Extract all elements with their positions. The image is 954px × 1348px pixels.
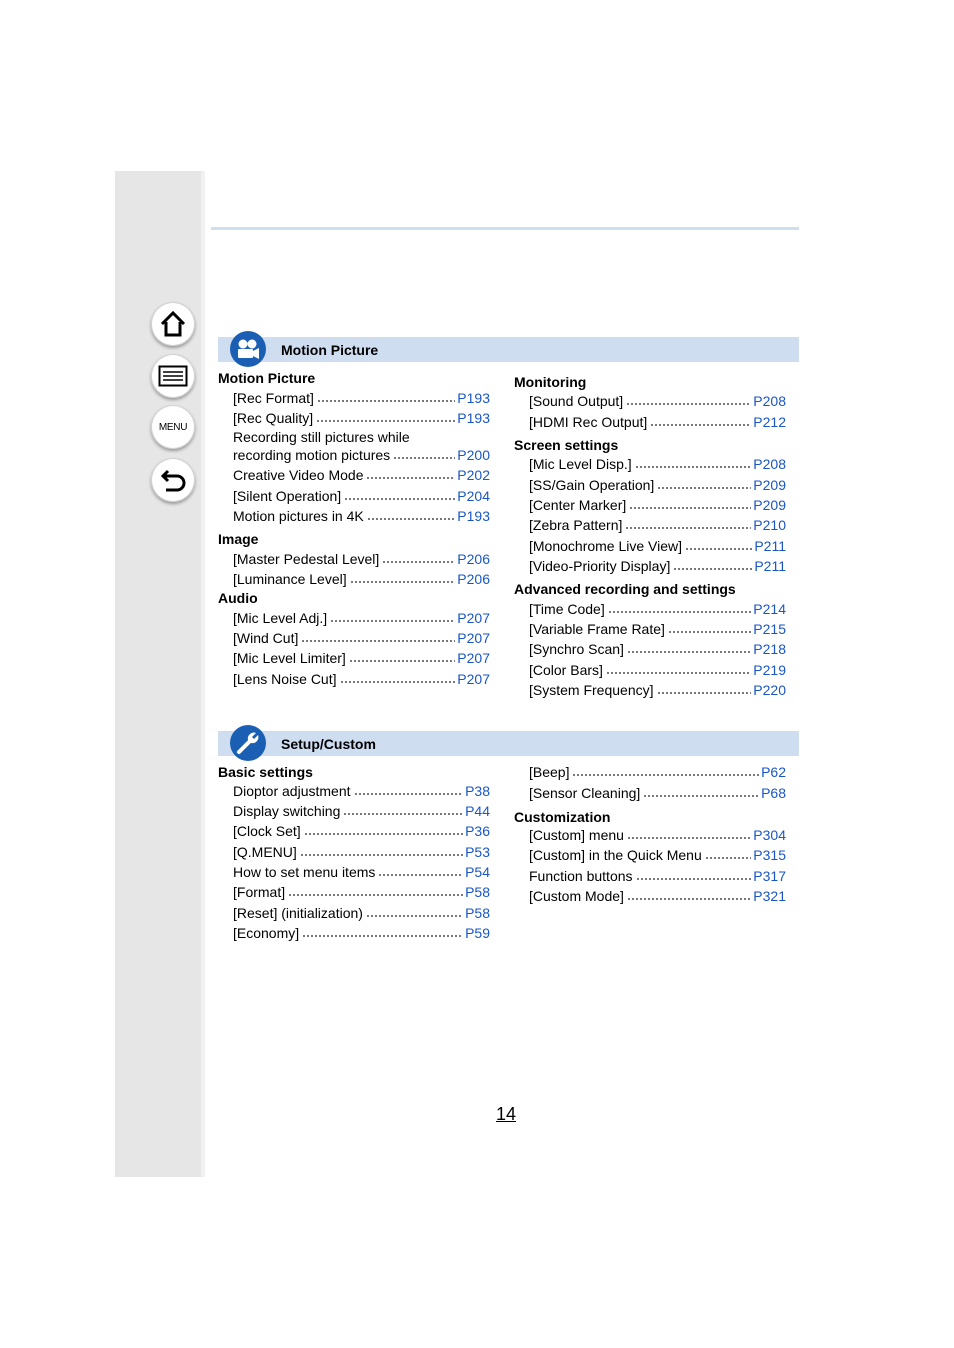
dot-leader (627, 830, 751, 840)
dot-leader (657, 480, 751, 490)
page-link[interactable]: P220 (753, 682, 786, 698)
page-link[interactable]: P317 (753, 868, 786, 884)
home-icon (159, 310, 187, 338)
dot-leader (354, 786, 464, 796)
page-link[interactable]: P38 (465, 783, 490, 799)
page-link[interactable]: P215 (753, 621, 786, 637)
header-rule (211, 227, 799, 230)
dot-leader (301, 633, 455, 643)
toc-entry[interactable] (529, 680, 786, 698)
page-link[interactable]: P208 (753, 393, 786, 409)
page-link[interactable]: P218 (753, 641, 786, 657)
page-link[interactable]: P315 (753, 847, 786, 863)
dot-leader (627, 891, 751, 901)
dot-leader (668, 624, 751, 634)
toc-entry[interactable] (529, 475, 786, 493)
entry-label: [Mic Level Disp.] (529, 456, 632, 472)
entry-label: [SS/Gain Operation] (529, 477, 655, 493)
section-title: Motion Picture (281, 342, 379, 358)
page-link[interactable]: P200 (457, 447, 490, 463)
page-link[interactable]: P54 (465, 864, 490, 880)
toc-entry[interactable] (233, 608, 490, 626)
entry-label: [Variable Frame Rate] (529, 621, 665, 637)
toc-entry[interactable] (529, 515, 786, 533)
list-icon (158, 365, 188, 387)
dot-leader (635, 459, 752, 469)
entry-label: [Format] (233, 884, 286, 900)
entry-label: Function buttons (529, 868, 633, 884)
toc-entry[interactable] (233, 801, 490, 819)
page-link[interactable]: P208 (753, 456, 786, 472)
dot-leader (378, 867, 463, 877)
toc-entry[interactable] (233, 506, 490, 524)
page-link[interactable]: P206 (457, 571, 490, 587)
toc-entry[interactable] (233, 862, 490, 880)
movie-camera-icon (230, 331, 266, 367)
toc-entry[interactable] (529, 556, 786, 574)
toc-entry[interactable] (233, 408, 490, 426)
dot-leader (625, 520, 751, 530)
dot-leader (300, 847, 463, 857)
group-heading: Monitoring (514, 374, 587, 390)
toc-entry[interactable] (233, 486, 490, 504)
toc-entry[interactable] (529, 886, 786, 904)
dot-leader (340, 674, 456, 684)
toc-entry[interactable] (529, 866, 786, 884)
entry-label: [Zebra Pattern] (529, 517, 623, 533)
page-link[interactable]: P53 (465, 844, 490, 860)
page-link[interactable]: P209 (753, 477, 786, 493)
toc-entry[interactable] (233, 648, 490, 666)
toc-entry[interactable] (233, 628, 490, 646)
toc-entry[interactable] (529, 825, 786, 843)
toc-entry[interactable] (529, 762, 786, 780)
dot-leader (393, 450, 455, 460)
entry-label: [Synchro Scan] (529, 641, 624, 657)
page-link[interactable]: P209 (753, 497, 786, 513)
dot-leader (608, 604, 752, 614)
page-link[interactable]: P214 (753, 601, 786, 617)
menu-button[interactable] (151, 405, 195, 449)
page-link[interactable]: P211 (754, 558, 786, 574)
home-button[interactable] (151, 302, 195, 346)
page-link[interactable]: P59 (465, 925, 490, 941)
page-link[interactable]: P202 (457, 467, 490, 483)
toc-entry[interactable] (233, 842, 490, 860)
dot-leader (344, 491, 455, 501)
dot-leader (636, 871, 752, 881)
section-title: Setup/Custom (281, 736, 376, 752)
group-heading: Basic settings (218, 764, 313, 780)
page-link[interactable]: P219 (753, 662, 786, 678)
toc-entry[interactable] (233, 549, 490, 567)
page-link[interactable]: P206 (457, 551, 490, 567)
toc-entry[interactable] (233, 388, 490, 406)
toc-entry[interactable] (529, 536, 786, 554)
entry-label: [Custom] in the Quick Menu (529, 847, 702, 863)
dot-leader (288, 887, 463, 897)
toc-entry[interactable] (233, 821, 490, 839)
toc-entry[interactable] (529, 412, 786, 430)
group-heading: Audio (218, 590, 258, 606)
page-link[interactable]: P44 (465, 803, 490, 819)
dot-leader (606, 665, 751, 675)
group-heading: Advanced recording and settings (514, 581, 736, 597)
dot-leader (626, 396, 751, 406)
entry-label: [Color Bars] (529, 662, 603, 678)
page-link[interactable]: P193 (457, 508, 490, 524)
page-number: 14 (496, 1104, 517, 1124)
entry-label: Dioptor adjustment (233, 783, 351, 799)
toc-entry[interactable] (529, 495, 786, 513)
entry-label: [Time Code] (529, 601, 605, 617)
dot-leader (629, 500, 751, 510)
entry-label: [Sound Output] (529, 393, 624, 409)
section-header-motion-picture (218, 337, 799, 362)
toc-entry[interactable] (233, 569, 490, 587)
entry-label: [Custom Mode] (529, 888, 624, 904)
toc-entry[interactable] (529, 599, 786, 617)
page-link[interactable]: P62 (761, 764, 786, 780)
entry-label: [Center Marker] (529, 497, 627, 513)
page-link[interactable]: P207 (457, 671, 490, 687)
page-link[interactable]: P207 (457, 630, 490, 646)
entry-label: [Rec Format] (233, 390, 314, 406)
contents-button[interactable] (151, 354, 195, 398)
dot-leader (367, 511, 456, 521)
group-heading: Screen settings (514, 437, 619, 453)
entry-label: [Monochrome Live View] (529, 538, 683, 554)
toc-entry[interactable] (233, 781, 490, 799)
entry-label: [Master Pedestal Level] (233, 551, 380, 567)
page-link[interactable]: P212 (753, 414, 786, 430)
dot-leader (330, 613, 455, 623)
page-link[interactable]: P58 (465, 905, 490, 921)
page-link[interactable]: P193 (457, 390, 490, 406)
toc-entry[interactable] (529, 619, 786, 637)
page-link[interactable]: P68 (761, 785, 786, 801)
page-link[interactable]: P210 (753, 517, 786, 533)
toc-entry-line1 (233, 428, 490, 445)
dot-leader (349, 653, 455, 663)
entry-label: [Beep] (529, 764, 570, 780)
return-icon (159, 466, 187, 494)
dot-leader (343, 806, 463, 816)
entry-label: Display switching (233, 803, 341, 819)
toc-entry[interactable] (529, 454, 786, 472)
entry-label: [HDMI Rec Output] (529, 414, 648, 430)
entry-label: [Lens Noise Cut] (233, 671, 337, 687)
entry-label: Creative Video Mode (233, 467, 364, 483)
toc-entry[interactable] (233, 923, 490, 941)
dot-leader (673, 561, 752, 571)
page-link[interactable]: P207 (457, 650, 490, 666)
entry-label: [System Frequency] (529, 682, 654, 698)
toc-entry[interactable] (529, 783, 786, 801)
toc-entry[interactable] (529, 845, 786, 863)
entry-label: Motion pictures in 4K (233, 508, 364, 524)
group-heading: Image (218, 531, 259, 547)
wrench-icon (230, 725, 266, 761)
dot-leader (366, 470, 455, 480)
toc-entry[interactable] (233, 669, 490, 687)
toc-entry[interactable] (233, 882, 490, 900)
page-link[interactable]: P193 (457, 410, 490, 426)
section-header-setup-custom (218, 731, 799, 756)
dot-leader (650, 417, 751, 427)
page-link[interactable]: P58 (465, 884, 490, 900)
page-link[interactable]: P321 (753, 888, 786, 904)
toc-entry[interactable] (529, 391, 786, 409)
page-link[interactable]: P204 (457, 488, 490, 504)
toc-entry[interactable] (233, 465, 490, 483)
dot-leader (685, 541, 752, 551)
entry-label: [Mic Level Limiter] (233, 650, 346, 666)
dot-leader (317, 393, 455, 403)
toc-entry[interactable] (529, 639, 786, 657)
dot-leader (705, 850, 752, 860)
toc-entry[interactable] (233, 445, 490, 463)
entry-label: [Sensor Cleaning] (529, 785, 641, 801)
sidebar-edge (201, 171, 205, 1177)
entry-label: [Video-Priority Display] (529, 558, 671, 574)
page-link[interactable]: P207 (457, 610, 490, 626)
toc-entry[interactable] (233, 903, 490, 921)
entry-label: [Custom] menu (529, 827, 624, 843)
dot-leader (643, 788, 759, 798)
group-heading: Motion Picture (218, 370, 316, 386)
entry-label: [Q.MENU] (233, 844, 297, 860)
page-link[interactable]: P304 (753, 827, 786, 843)
dot-leader (627, 644, 751, 654)
dot-leader (382, 554, 455, 564)
page-link[interactable]: P36 (465, 823, 490, 839)
entry-label: [Clock Set] (233, 823, 301, 839)
entry-label: recording motion pictures (233, 447, 391, 463)
entry-label: Recording still pictures while (233, 429, 410, 445)
dot-leader (366, 908, 463, 918)
group-heading: Customization (514, 809, 611, 825)
back-button[interactable] (151, 458, 195, 502)
dot-leader (657, 685, 752, 695)
entry-label: [Wind Cut] (233, 630, 299, 646)
page-link[interactable]: P211 (754, 538, 786, 554)
dot-leader (316, 413, 455, 423)
entry-label: [Economy] (233, 925, 300, 941)
entry-label: [Silent Operation] (233, 488, 342, 504)
dot-leader (302, 928, 463, 938)
entry-label: [Rec Quality] (233, 410, 314, 426)
dot-leader (350, 574, 456, 584)
entry-label: How to set menu items (233, 864, 376, 880)
toc-entry[interactable] (529, 660, 786, 678)
dot-leader (304, 826, 463, 836)
dot-leader (572, 767, 759, 777)
menu-label: MENU (158, 421, 188, 433)
entry-label: [Mic Level Adj.] (233, 610, 328, 626)
entry-label: [Reset] (initialization) (233, 905, 363, 921)
entry-label: [Luminance Level] (233, 571, 347, 587)
